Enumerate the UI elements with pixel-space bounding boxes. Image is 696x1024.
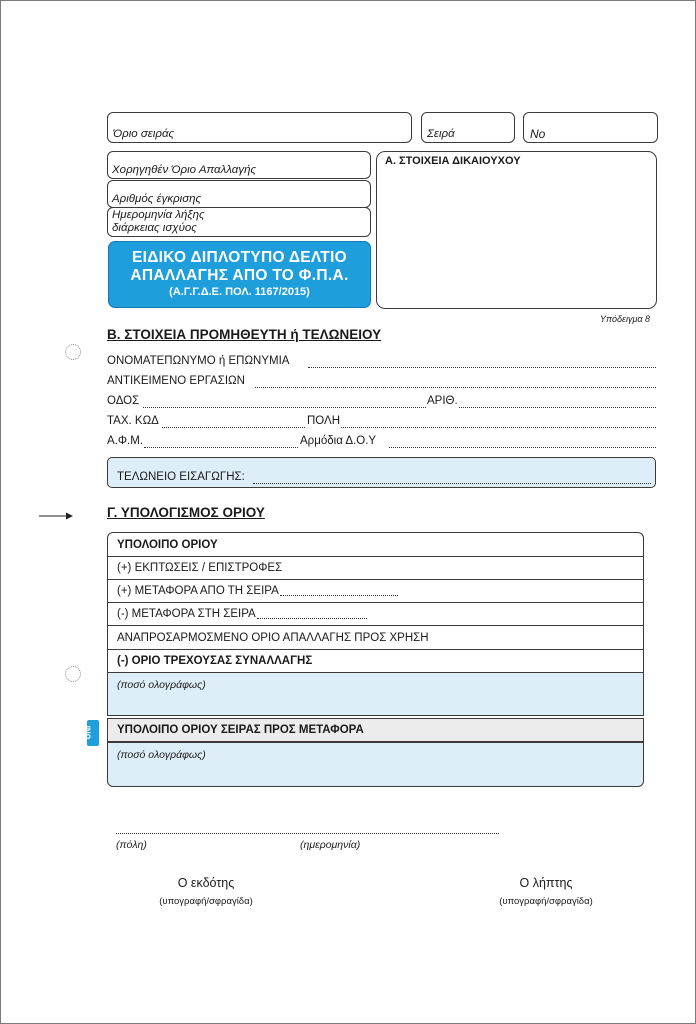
beneficiary-box[interactable] xyxy=(376,151,657,309)
date-caption: (ημερομηνία) xyxy=(300,839,361,851)
business-line[interactable] xyxy=(255,387,656,388)
city-caption: (πόλη) xyxy=(116,839,147,851)
customs-field[interactable] xyxy=(107,457,656,488)
place-date-line[interactable] xyxy=(116,833,499,834)
customs-label: ΤΕΛΩΝΕΙΟ ΕΙΣΑΓΩΓΗΣ: xyxy=(117,471,245,483)
city-label: ΠΟΛΗ xyxy=(307,415,341,427)
issuer-sign-caption: (υπογραφή/σφραγίδα) xyxy=(159,896,253,907)
uni-logo xyxy=(83,720,99,746)
amount-in-words-field-2[interactable]: (ποσό ολογράφως) xyxy=(107,742,644,787)
number-field[interactable] xyxy=(523,112,658,143)
issuer-signature xyxy=(141,876,271,907)
number-label: Νο xyxy=(530,127,546,141)
series-limit-label: Όριο σειράς xyxy=(113,128,175,140)
business-label: ΑΝΤΙΚΕΙΜΕΝΟ ΕΡΓΑΣΙΩΝ xyxy=(107,375,245,387)
street-label: ΟΔΟΣ xyxy=(107,395,140,407)
section-c-heading: Γ. ΥΠΟΛΟΓΙΣΜΟΣ ΟΡΙΟΥ xyxy=(107,505,265,520)
title-line-3: (Α.Γ.Γ.Δ.Ε. ΠΟΛ. 1167/2015) xyxy=(169,286,310,298)
granted-limit-label: Χορηγηθέν Όριο Απαλλαγής xyxy=(112,164,257,176)
table-row[interactable]: (+) ΕΚΠΤΩΣΕΙΣ / ΕΠΙΣΤΡΟΦΕΣ xyxy=(107,556,644,580)
binder-hole-top xyxy=(65,344,81,360)
arrow-icon xyxy=(39,508,73,518)
table-row[interactable]: ΥΠΟΛΟΙΠΟ ΟΡΙΟΥ xyxy=(107,532,644,557)
expiry-date-field[interactable] xyxy=(107,207,371,237)
street-line[interactable] xyxy=(143,407,426,408)
series-limit-field[interactable] xyxy=(107,112,412,143)
receiver-sign-caption: (υπογραφή/σφραγίδα) xyxy=(499,896,593,907)
tax-office-line[interactable] xyxy=(389,447,656,448)
title-line-1: ΕΙΔΙΚΟ ΔΙΠΛΟΤΥΠΟ ΔΕΛΤΙΟ xyxy=(131,249,348,266)
uni-logo-text: UNI xyxy=(83,725,93,740)
series-field[interactable] xyxy=(421,112,515,143)
row-dots xyxy=(257,618,367,619)
approval-number-field[interactable] xyxy=(107,180,371,208)
section-a-heading: Α. ΣΤΟΙΧΕΙΑ ΔΙΚΑΙΟΥΧΟΥ xyxy=(385,155,521,167)
approval-number-label: Αριθμός έγκρισης xyxy=(112,193,202,205)
issuer-label: Ο εκδότης xyxy=(177,876,235,890)
table-row[interactable]: ΑΝΑΠΡΟΣΑΡΜΟΣΜΕΝΟ ΟΡΙΟ ΑΠΑΛΛΑΓΗΣ ΠΡΟΣ ΧΡΗΣΗ xyxy=(107,625,644,650)
postal-code-line[interactable] xyxy=(162,427,305,428)
receiver-label: Ο λήπτης xyxy=(519,876,573,890)
amount-in-words-field[interactable]: (ποσό ολογράφως) xyxy=(107,672,644,716)
expiry-label-1: Ημερομηνία λήξης xyxy=(112,209,205,221)
vat-line[interactable] xyxy=(144,447,298,448)
name-line[interactable] xyxy=(308,367,656,368)
table-row[interactable] xyxy=(107,579,644,603)
street-number-line[interactable] xyxy=(459,407,656,408)
expiry-label-2: διάρκειας ισχύος xyxy=(112,222,197,234)
binder-hole-bottom xyxy=(65,666,81,682)
granted-limit-field[interactable] xyxy=(107,151,371,179)
customs-line xyxy=(253,483,651,484)
table-row[interactable]: (-) ΟΡΙΟ ΤΡΕΧΟΥΣΑΣ ΣΥΝΑΛΛΑΓΗΣ xyxy=(107,649,644,673)
document-title-banner xyxy=(108,241,371,308)
row-label: (-) ΜΕΤΑΦΟΡΑ ΣΤΗ ΣΕΙΡΑ xyxy=(117,608,256,620)
street-number-label: ΑΡΙΘ. xyxy=(427,395,458,407)
receiver-signature xyxy=(481,876,611,907)
row-label: (+) ΜΕΤΑΦΟΡΑ ΑΠΟ ΤΗ ΣΕΙΡΑ xyxy=(117,585,279,597)
tax-office-label: Αρμόδια Δ.Ο.Υ xyxy=(300,435,377,447)
table-row[interactable] xyxy=(107,602,644,626)
table-row[interactable]: ΥΠΟΛΟΙΠΟ ΟΡΙΟΥ ΣΕΙΡΑΣ ΠΡΟΣ ΜΕΤΑΦΟΡΑ xyxy=(107,718,644,742)
name-label: ΟΝΟΜΑΤΕΠΩΝΥΜΟ ή ΕΠΩΝΥΜΙΑ xyxy=(107,355,290,367)
series-label: Σειρά xyxy=(427,128,455,140)
template-label: Υπόδειγμα 8 xyxy=(600,314,651,324)
title-line-2: ΑΠΑΛΛΑΓΗΣ ΑΠΟ ΤΟ Φ.Π.Α. xyxy=(130,267,349,284)
section-b-heading: Β. ΣΤΟΙΧΕΙΑ ΠΡΟΜΗΘΕΥΤΗ ή ΤΕΛΩΝΕΙΟΥ xyxy=(107,327,382,342)
postal-code-label: ΤΑΧ. ΚΩΔ xyxy=(107,415,159,427)
city-line[interactable] xyxy=(341,427,656,428)
row-dots xyxy=(280,595,398,596)
vat-label: Α.Φ.Μ. xyxy=(107,435,144,447)
